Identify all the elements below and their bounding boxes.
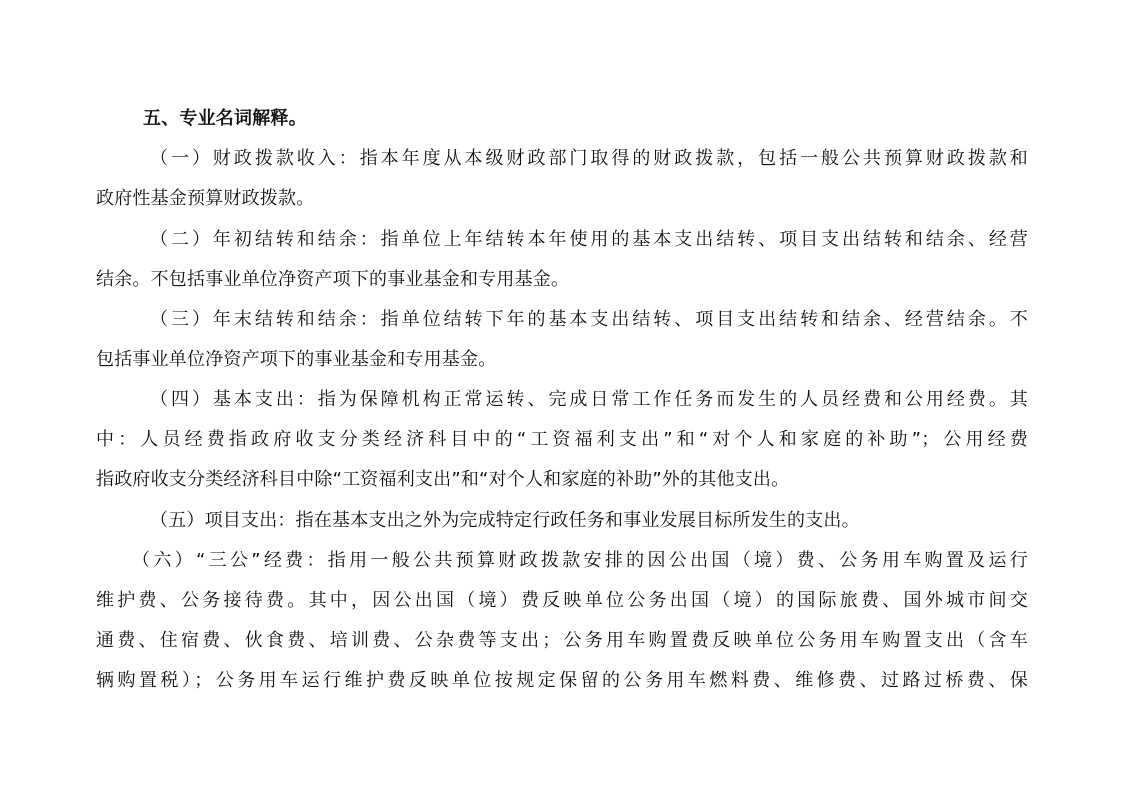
item-4-line-2: 中：人员经费指政府收支分类经济科目中的“工资福利支出”和“对个人和家庭的补助”；公用经费 (96, 429, 1028, 450)
item-3-line-2: 包括事业单位净资产项下的事业基金和专用基金。 (96, 349, 497, 370)
item-1-line-1: （一）财政拨款收入：指本年度从本级财政部门取得的财政拨款，包括一般公共预算财政拨款和 (150, 148, 1028, 169)
item-6-line-3: 通费、住宿费、伙食费、培训费、公杂费等支出；公务用车购置费反映单位公务用车购置支出（含车 (96, 630, 1028, 651)
item-6-line-1: （六）“三公”经费：指用一般公共预算财政拨款安排的因公出国（境）费、公务用车购置及运行 (132, 550, 1028, 571)
item-6-line-2: 维护费、公务接待费。其中，因公出国（境）费反映单位公务出国（境）的国际旅费、国外城市间交 (96, 590, 1028, 611)
item-1-line-2: 政府性基金预算财政拨款。 (96, 188, 315, 209)
item-3-line-1: （三）年末结转和结余：指单位结转下年的基本支出结转、项目支出结转和结余、经营结余。不 (150, 309, 1028, 330)
item-4-line-3: 指政府收支分类经济科目中除“工资福利支出”和“对个人和家庭的补助”外的其他支出。 (96, 469, 790, 490)
item-4-line-1: （四）基本支出：指为保障机构正常运转、完成日常工作任务而发生的人员经费和公用经费。其 (150, 389, 1028, 410)
item-5-line-1: （五）项目支出：指在基本支出之外为完成特定行政任务和事业发展目标所发生的支出。 (150, 510, 860, 531)
item-2-line-2: 结余。不包括事业单位净资产项下的事业基金和专用基金。 (96, 269, 570, 290)
item-2-line-1: （二）年初结转和结余：指单位上年结转本年使用的基本支出结转、项目支出结转和结余、经营 (150, 229, 1028, 250)
item-6-line-4: 辆购置税）；公务用车运行维护费反映单位按规定保留的公务用车燃料费、维修费、过路过桥费、保 (96, 670, 1028, 691)
section-heading: 五、专业名词解释。 (143, 108, 307, 129)
